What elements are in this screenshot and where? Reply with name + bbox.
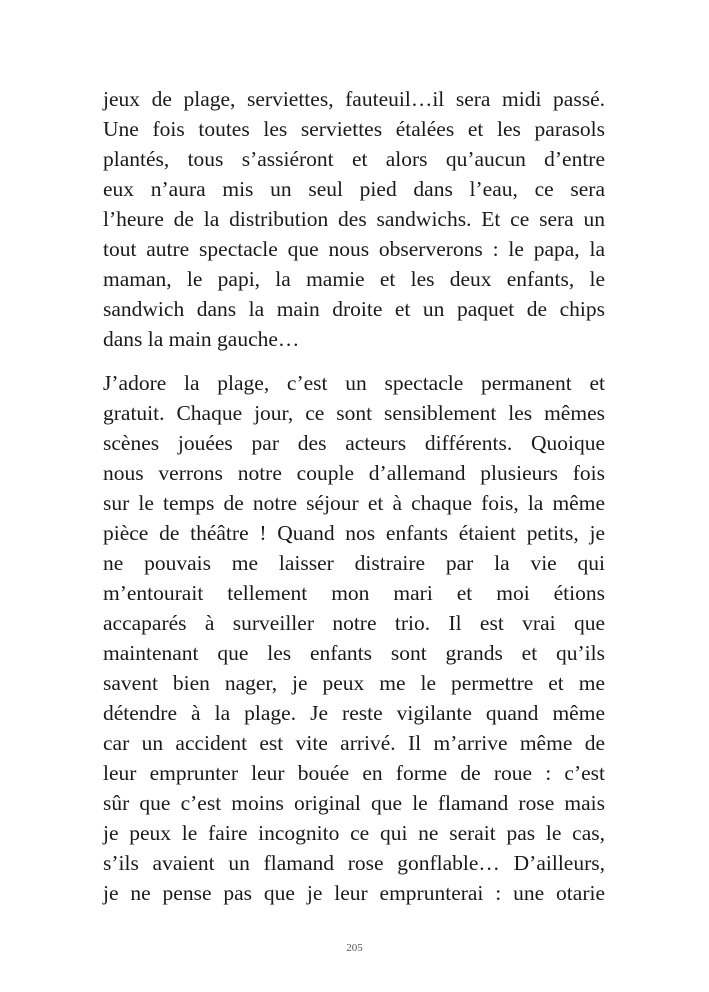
text-line: nous verrons notre couple d’allemand plusieurs fois [103, 461, 605, 485]
paragraph-1 [103, 84, 605, 354]
text-line: accaparés à surveiller notre trio. Il est vrai que [103, 611, 605, 635]
text-line: car un accident est vite arrivé. Il m’arrive même de [103, 731, 605, 755]
page-number: 205 [346, 942, 363, 954]
text-line: l’heure de la distribution des sandwichs. Et ce sera un [103, 207, 605, 231]
text-line: leur emprunter leur bouée en forme de roue : c’est [103, 761, 605, 785]
text-line: pièce de théâtre ! Quand nos enfants étaient petits, je [103, 521, 605, 545]
text-line: je peux le faire incognito ce qui ne serait pas le cas, [103, 821, 605, 845]
text-line: savent bien nager, je peux me le permettre et me [103, 671, 605, 695]
text-line: détendre à la plage. Je reste vigilante quand même [103, 701, 605, 725]
text-line: gratuit. Chaque jour, ce sont sensiblement les mêmes [103, 401, 605, 425]
text-line: dans la main gauche… [103, 327, 300, 351]
text-line: scènes jouées par des acteurs différents. Quoique [103, 431, 605, 455]
text-line: je ne pense pas que je leur emprunterai : une otarie [103, 881, 605, 905]
text-line: tout autre spectacle que nous observerons : le papa, la [103, 237, 605, 261]
text-line: maman, le papi, la mamie et les deux enfants, le [103, 267, 605, 291]
text-line: maintenant que les enfants sont grands et qu’ils [103, 641, 605, 665]
paragraph-2 [103, 368, 605, 908]
text-line: ne pouvais me laisser distraire par la vie qui [103, 551, 605, 575]
text-line: sandwich dans la main droite et un paquet de chips [103, 297, 605, 321]
text-line: J’adore la plage, c’est un spectacle permanent et [103, 371, 605, 395]
text-line: s’ils avaient un flamand rose gonflable… D’ailleurs, [103, 851, 605, 875]
text-line: Une fois toutes les serviettes étalées et les parasols [103, 117, 605, 141]
text-line: jeux de plage, serviettes, fauteuil…il sera midi passé. [103, 87, 605, 111]
text-line: sûr que c’est moins original que le flamand rose mais [103, 791, 605, 815]
text-line: eux n’aura mis un seul pied dans l’eau, ce sera [103, 177, 605, 201]
text-line: plantés, tous s’assiéront et alors qu’aucun d’entre [103, 147, 605, 171]
text-line: sur le temps de notre séjour et à chaque fois, la même [103, 491, 605, 515]
text-line: m’entourait tellement mon mari et moi étions [103, 581, 605, 605]
